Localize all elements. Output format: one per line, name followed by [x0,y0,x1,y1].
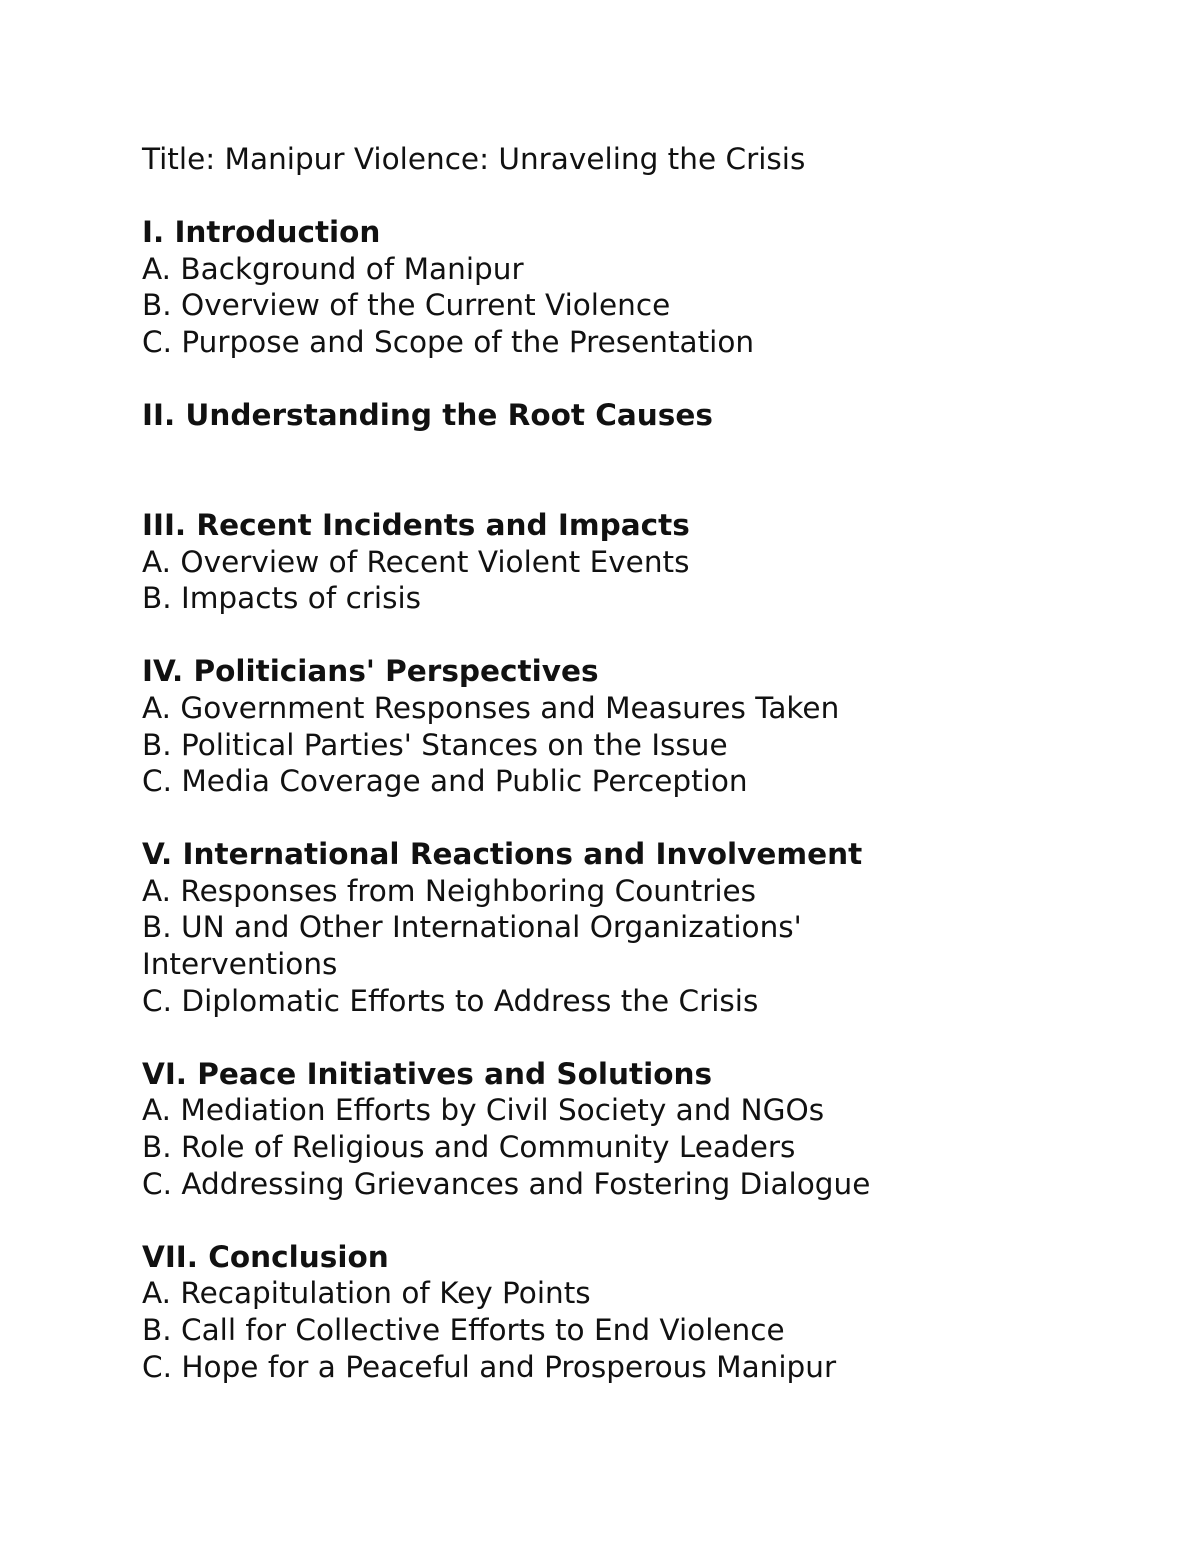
outline-section-conclusion [142,1239,1042,1385]
section-heading: VI. Peace Initiatives and Solutions [142,1056,713,1091]
outline-item: A. Government Responses and Measures Taken [142,690,840,725]
outline-section-root-causes [142,397,1042,434]
spacer [142,800,1042,837]
document-title: Title: Manipur Violence: Unraveling the Crisis [142,142,806,176]
outline-section-international-reactions [142,836,1042,1019]
outline-item: B. Overview of the Current Violence [142,288,671,323]
outline-item: A. Overview of Recent Violent Events [142,544,690,579]
spacer [142,434,1042,507]
outline-item: B. UN and Other International Organizations' [142,910,802,945]
spacer [142,617,1042,654]
outline-item: B. Impacts of crisis [142,581,422,616]
spacer [142,178,1042,215]
spacer [142,1019,1042,1056]
section-heading: V. International Reactions and Involvement [142,837,863,872]
spacer [142,361,1042,398]
outline-item: B. Call for Collective Efforts to End Violence [142,1313,785,1347]
outline-section-politicians-perspectives [142,653,1042,799]
outline-item: B. Political Parties' Stances on the Issue [142,727,728,762]
document-content [142,141,1042,1385]
outline-item: C. Diplomatic Efforts to Address the Crisis [142,983,759,1018]
outline-item: C. Media Coverage and Public Perception [142,764,748,799]
outline-item: C. Purpose and Scope of the Presentation [142,324,755,359]
outline-section-peace-initiatives [142,1056,1042,1202]
spacer [142,1202,1042,1239]
section-heading: IV. Politicians' Perspectives [142,654,599,689]
section-heading: I. Introduction [142,215,381,250]
section-heading: III. Recent Incidents and Impacts [142,507,690,542]
outline-item: B. Role of Religious and Community Leaders [142,1130,796,1165]
outline-item: A. Responses from Neighboring Countries [142,873,757,908]
outline-item: C. Hope for a Peaceful and Prosperous Manipur [142,1349,837,1384]
outline-item: A. Mediation Efforts by Civil Society and NGOs [142,1093,825,1128]
outline-item-continuation: Interventions [142,947,338,982]
outline-item: A. Recapitulation of Key Points [142,1276,591,1311]
outline-section-introduction [142,214,1042,360]
outline-item: C. Addressing Grievances and Fostering Dialogue [142,1166,871,1201]
outline-item: A. Background of Manipur [142,251,524,286]
section-heading: VII. Conclusion [142,1239,389,1274]
outline-section-recent-incidents [142,507,1042,617]
section-heading: II. Understanding the Root Causes [142,398,713,433]
